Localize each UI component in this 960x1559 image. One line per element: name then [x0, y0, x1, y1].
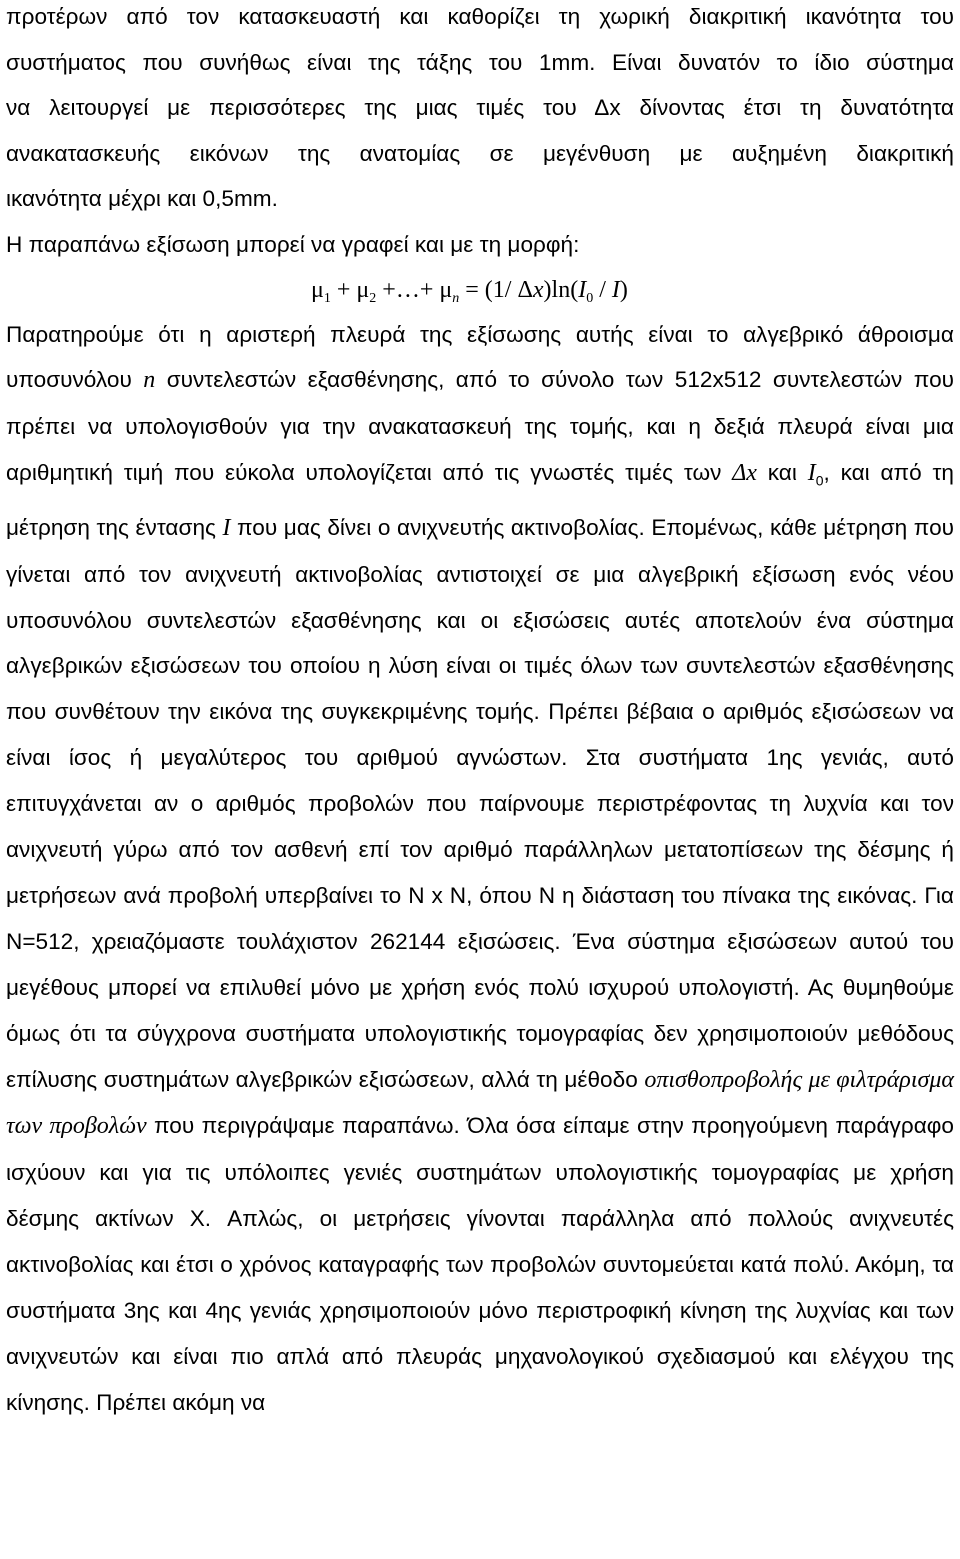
variable: I	[222, 514, 231, 541]
operator: /	[593, 276, 612, 303]
variable: I	[578, 276, 587, 303]
text-segment: και	[756, 460, 808, 486]
variable: I	[807, 460, 816, 487]
equation-intro: Η παραπάνω εξίσωση μπορεί να γραφεί και με τη μορφή:	[6, 231, 580, 257]
text-segment: που περιγράψαμε παραπάνω. Όλα όσα είπαμε στην προηγούμενη παράγραφο ισχύουν και για τις υπόλοιπες γενιές συστημάτων υπολογιστικής τομογραφίας με χρήση δέσμης ακτίνων X. Απλώς, οι μετρήσεις γίνονται παράλληλα από πολλούς ανιχνευτές ακτινοβολίας και έτσι ο χρόνος καταγραφής των προβολών συντομεύεται κατά πολύ. Ακόμη, τα συστήματα 3ης και 4ης γενιάς χρησιμοποιούν μόνο περιστροφική κίνηση της λυχνίας και των ανιχνευτών και είναι πιο απλά από πλευράς μηχανολογικού σχεδιασμού και ελέγχου της κίνησης. Πρέπει ακόμη να	[6, 1113, 954, 1415]
text-segment: , και από τη μέτρηση της έντασης	[6, 460, 954, 540]
text-line: συστήματος που συνήθως είναι της τάξης του 1mm. Είναι δυνατόν το ίδιο σύστημα	[6, 49, 954, 75]
subscript: 2	[369, 290, 377, 306]
mu-symbol: μ	[439, 276, 453, 303]
text-line: προτέρων από τον κατασκευαστή και καθορίζει τη χωρική διακριτική ικανότητα του	[6, 4, 954, 29]
text-line: ανακατασκευής εικόνων της ανατομίας σε μεγένθυση με αυξημένη διακριτική	[6, 140, 954, 166]
equation-rhs-part: (1/ Δ	[484, 276, 533, 303]
subscript: 0	[815, 472, 824, 489]
variable: I	[611, 276, 620, 303]
italic-term: οπισθοπροβολής με φιλτράρισμα των προβολών	[6, 1066, 954, 1140]
equation-rhs-part: )	[619, 276, 628, 303]
subscript: 0	[586, 290, 594, 306]
operator: +…+	[376, 276, 440, 303]
variable: n	[143, 367, 156, 394]
variable: x	[532, 276, 544, 303]
mu-symbol: μ	[311, 276, 324, 303]
operator: +	[330, 276, 357, 303]
subscript: n	[452, 290, 460, 306]
text-segment: που μας δίνει ο ανιχνευτής ακτινοβολίας. Επομένως, κάθε μέτρηση που γίνεται από τον ανιχνευτή ακτινοβολίας αντιστοιχεί σε μια αλγεβρική εξίσωση ενός νέου υποσυνόλου συντελεστών εξασθένησης και οι εξισώσεις αυτές αποτελούν ένα σύστημα αλγεβρικών εξισώσεων του οποίου η λύση είναι οι τιμές όλων των συντελεστών εξασθένησης που συνθέτουν την εικόνα της συγκεκριμένης τομής. Πρέπει βέβαια ο αριθμός εξισώσεων να είναι ίσος ή μεγαλύτερος του αριθμού αγνώστων. Στα συστήματα 1ης γενιάς, αυτό επιτυγχάνεται αν ο αριθμός προβολών που παίρνουμε περιστρέφοντας τη λυχνία και τον ανιχνευτή γύρω από τον ασθενή επί τον αριθμό παράλληλων μετατοπίσεων της δέσμης ή μετρήσεων ανά προβολή υπερβαίνει το N x N, όπου N η διάσταση του πίνακα της εικόνας. Για N=512, χρειαζόμαστε τουλάχιστον 262144 εξισώσεις. Ένα σύστημα εξισώσεων αυτού του μεγέθους μπορεί να επιλυθεί μόνο με χρήση ενός πολύ ισχυρού υπολογιστή. Ας θυμηθούμε όμως ότι τα σύγχρονα συστήματα υπολογιστικής τομογραφίας δεν χρησιμοποιούν μεθόδους επίλυσης συστημάτων αλγεβρικών εξισώσεων, αλλά τη μέθοδο	[6, 514, 954, 1092]
attenuation-equation	[6, 268, 954, 312]
text-segment: Παρατηρούμε ότι η αριστερή πλευρά της εξίσωσης αυτής είναι το αλγεβρικό άθροισμα υποσυνόλου	[6, 321, 954, 393]
text-line: να λειτουργεί με περισσότερες της μιας τιμές του Δx δίνοντας έτσι τη δυνατότητα	[6, 95, 954, 121]
operator: =	[459, 276, 485, 303]
paragraph-resolution	[6, 0, 954, 222]
variable: Δx	[732, 460, 757, 487]
equation-rhs-part: )ln(	[543, 276, 579, 303]
subscript: 1	[323, 290, 331, 306]
main-paragraph	[6, 312, 954, 1426]
text-segment: συντελεστών εξασθένησης, από το σύνολο των 512x512 συντελεστών που πρέπει να υπολογισθούν για την ανακατασκευή της τομής, και η δεξιά πλευρά είναι μια αριθμητική τιμή που εύκολα υπολογίζεται από τις γνωστές τιμές των	[6, 367, 954, 486]
text-line: ικανότητα μέχρι και 0,5mm.	[6, 186, 278, 212]
mu-symbol: μ	[356, 276, 370, 303]
